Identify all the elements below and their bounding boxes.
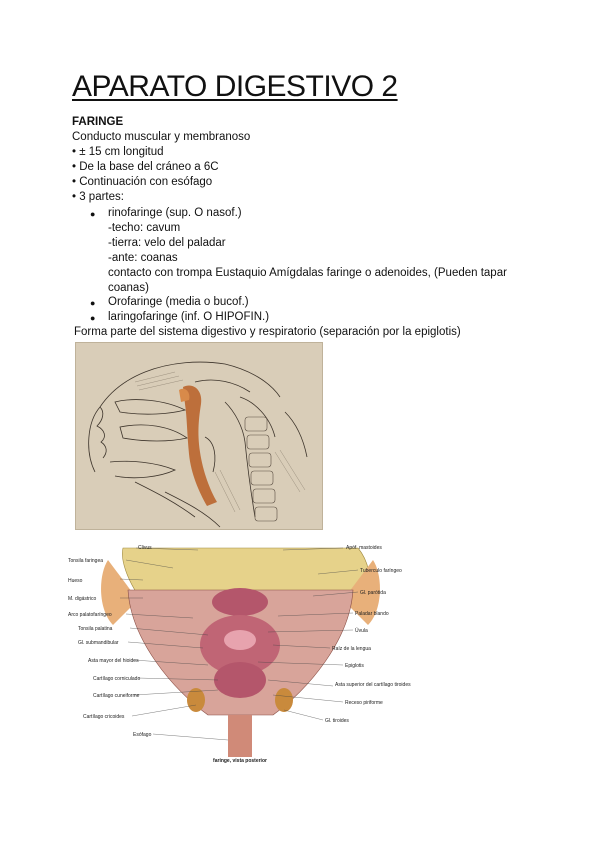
label-gl-tiroides: Gl. tiroides: [325, 718, 349, 724]
label-cartilago-cricoides: Cartílago cricoides: [83, 714, 125, 720]
label-asta-mayor-hioides: Asta mayor del hioides: [88, 658, 139, 664]
rino-detail: coanas): [108, 282, 149, 294]
part-laringofaringe: laringofaringe (inf. O HIPOFIN.): [108, 311, 270, 323]
part-orofaringe: Orofaringe (media o bucof.): [108, 296, 249, 308]
rino-detail: contacto con trompa Eustaquio Amígdalas faringe o adenoides, (Pueden tapar: [108, 267, 507, 279]
label-cartilago-cuneiforme: Cartílago cuneiforme: [93, 693, 140, 699]
text-line: • Continuación con esófago: [72, 176, 213, 188]
part-rinofaringe: rinofaringe (sup. O nasof.): [108, 207, 242, 219]
pharynx-posterior-illustration: [68, 540, 413, 765]
label-gl-submandibular: Gl. submandibular: [78, 640, 119, 646]
label-asta-superior-tiroides: Asta superior del cartílago tiroides: [335, 682, 411, 688]
sagittal-head-illustration: [75, 342, 323, 530]
text-line: Conducto muscular y membranoso: [72, 131, 251, 143]
figure-caption: faringe, vista posterior: [213, 758, 267, 764]
rino-detail: -ante: coanas: [108, 252, 178, 264]
label-raiz-lengua: Raíz de la lengua: [332, 646, 371, 652]
label-hueso: Hueso: [68, 578, 83, 584]
text-line: • 3 partes:: [72, 191, 124, 203]
text-line: • De la base del cráneo a 6C: [72, 161, 219, 173]
label-m-digastrico: M. digástrico: [68, 596, 97, 602]
label-gl-parotida: Gl. parótida: [360, 590, 386, 596]
label-clivus: Clivus: [138, 545, 152, 551]
label-cartilago-corniculado: Cartílago corniculado: [93, 676, 141, 682]
label-tonsila-palatina: Tonsila palatina: [78, 626, 113, 632]
bullet-icon: ●: [90, 298, 96, 308]
section-heading: FARINGE: [72, 116, 124, 128]
label-paladar-blando: Paladar blando: [355, 611, 389, 617]
label-receso-piriforme: Receso piriforme: [345, 700, 383, 706]
label-apof-mastoides: Apóf. mastoides: [346, 545, 382, 551]
label-tonsila-faringea: Tonsila faringea: [68, 558, 104, 564]
label-uvula: Úvula: [355, 628, 368, 634]
label-arco-palatofaringeo: Arco palatofaríngeo: [68, 612, 112, 618]
label-tuberculo-faringeo: Tuberculo faríngeo: [360, 568, 402, 574]
label-epiglotis: Epiglotis: [345, 663, 364, 669]
summary-text: Forma parte del sistema digestivo y respiratorio (separación por la epiglotis): [74, 326, 461, 338]
label-esofago: Esófago: [133, 732, 152, 738]
document-title: APARATO DIGESTIVO 2: [72, 70, 398, 103]
rino-detail: -techo: cavum: [108, 222, 181, 234]
text-line: • ± 15 cm longitud: [72, 146, 164, 158]
bullet-icon: ●: [90, 209, 96, 219]
rino-detail: -tierra: velo del paladar: [108, 237, 226, 249]
bullet-icon: ●: [90, 313, 96, 323]
